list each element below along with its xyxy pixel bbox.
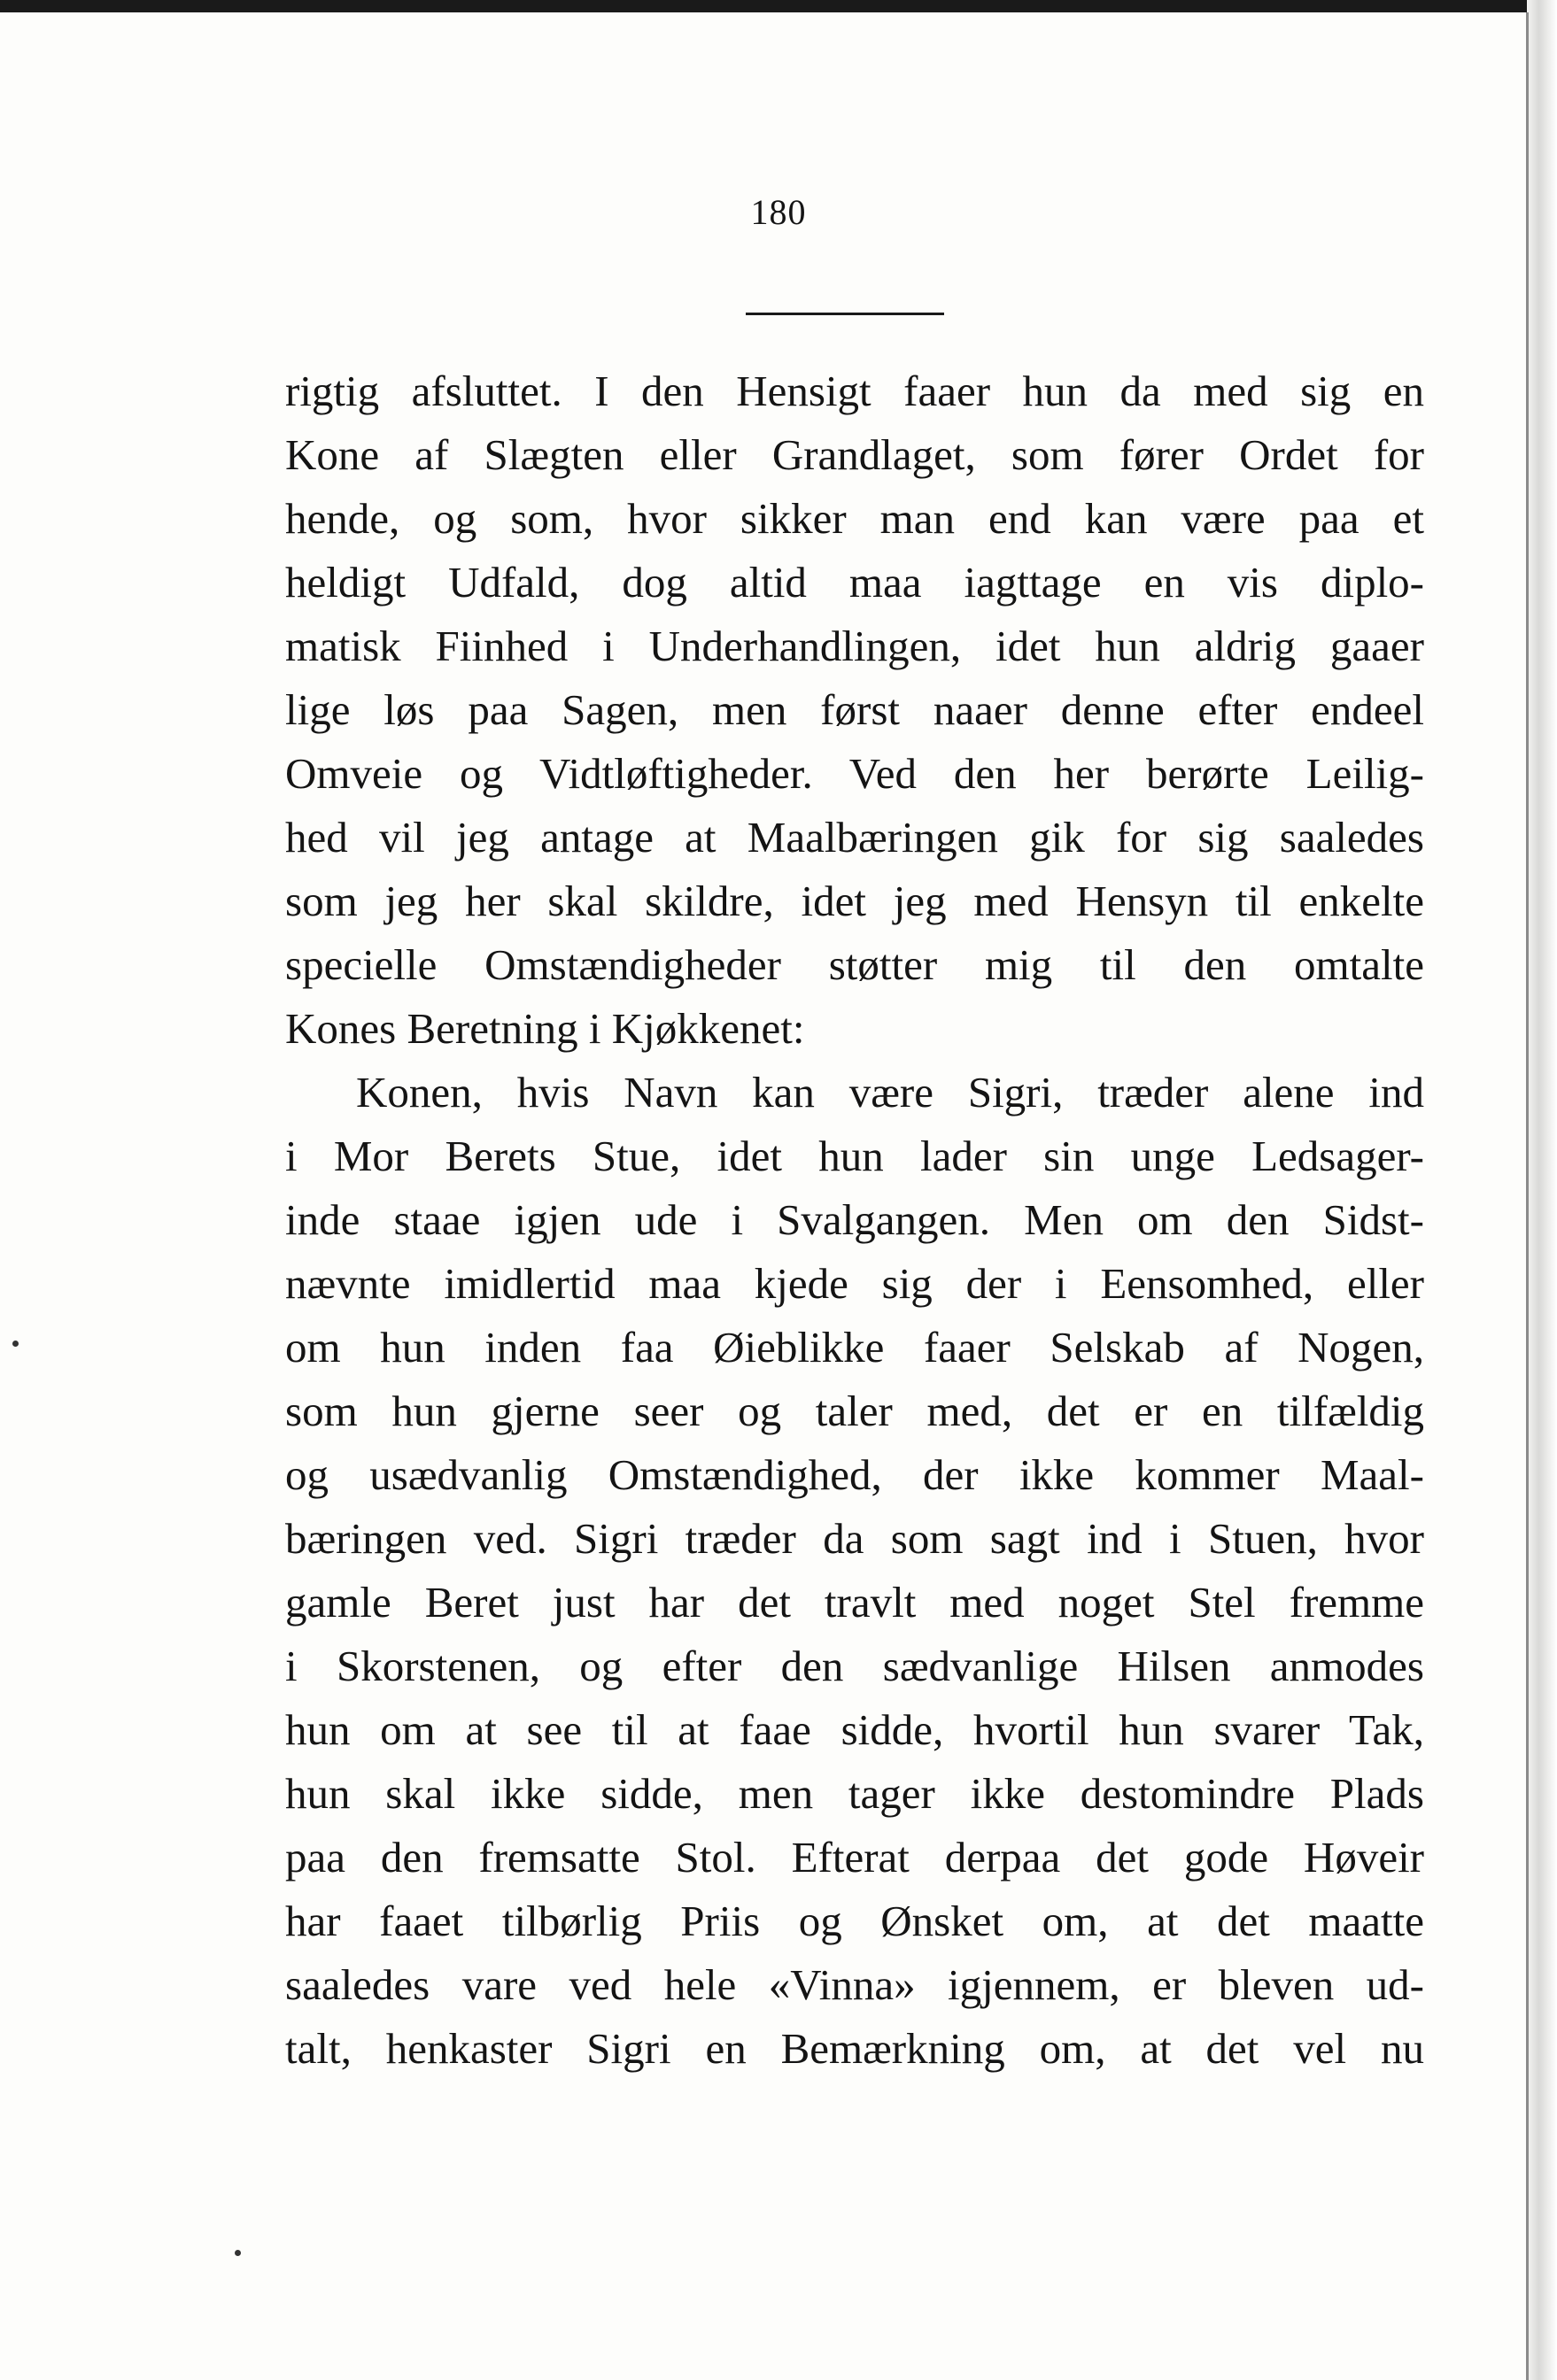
text-line: hende, og som, hvor sikker man end kan være paa et bbox=[285, 494, 1424, 543]
text-line: rigtig afsluttet. I den Hensigt faaer hun da med sig en bbox=[285, 367, 1424, 415]
text-line: og usædvanlig Omstændighed, der ikke kommer Maal- bbox=[285, 1450, 1424, 1499]
scan-top-edge bbox=[0, 0, 1557, 12]
scan-right-edge-line bbox=[1526, 12, 1529, 2380]
paragraph bbox=[285, 359, 1424, 1061]
text-line: gamle Beret just har det travlt med noget Stel fremme bbox=[285, 1578, 1424, 1627]
scan-right-edge bbox=[1527, 0, 1557, 2380]
body-text bbox=[285, 359, 1424, 2081]
text-line: om hun inden faa Øieblikke faaer Selskab af Nogen, bbox=[285, 1323, 1424, 1372]
text-line: paa den fremsatte Stol. Efterat derpaa det gode Høveir bbox=[285, 1833, 1424, 1882]
text-line: specielle Omstændigheder støtter mig til den omtalte bbox=[285, 940, 1424, 989]
text-line: hed vil jeg antage at Maalbæringen gik for sig saaledes bbox=[285, 813, 1424, 862]
text-line: nævnte imidlertid maa kjede sig der i Eensomhed, eller bbox=[285, 1259, 1424, 1308]
text-line: inde staae igjen ude i Svalgangen. Men om den Sidst- bbox=[285, 1195, 1424, 1244]
text-line: hun om at see til at faae sidde, hvortil hun svarer Tak, bbox=[285, 1705, 1424, 1754]
header-rule bbox=[746, 313, 944, 315]
text-line: som hun gjerne seer og taler med, det er en tilfældig bbox=[285, 1387, 1424, 1435]
text-line: har faaet tilbørlig Priis og Ønsket om, at det maatte bbox=[285, 1897, 1424, 1945]
text-line: talt, henkaster Sigri en Bemærkning om, at det vel nu bbox=[285, 2024, 1424, 2073]
text-line: bæringen ved. Sigri træder da som sagt ind i Stuen, hvor bbox=[285, 1514, 1424, 1563]
text-line: saaledes vare ved hele «Vinna» igjennem, er bleven ud- bbox=[285, 1960, 1424, 2009]
text-line: Omveie og Vidtløftigheder. Ved den her berørte Leilig- bbox=[285, 749, 1424, 798]
text-line: Konen, hvis Navn kan være Sigri, træder alene ind bbox=[356, 1068, 1424, 1117]
text-line: som jeg her skal skildre, idet jeg med Hensyn til enkelte bbox=[285, 877, 1424, 925]
text-line: matisk Fiinhed i Underhandlingen, idet hun aldrig gaaer bbox=[285, 622, 1424, 670]
text-line: i Mor Berets Stue, idet hun lader sin unge Ledsager- bbox=[285, 1132, 1424, 1180]
text-line: hun skal ikke sidde, men tager ikke destomindre Plads bbox=[285, 1769, 1424, 1818]
scan-speck bbox=[235, 2250, 241, 2256]
text-line: lige løs paa Sagen, men først naaer denne efter endeel bbox=[285, 685, 1424, 734]
text-line: i Skorstenen, og efter den sædvanlige Hilsen anmodes bbox=[285, 1642, 1424, 1690]
text-line: Kone af Slægten eller Grandlaget, som fører Ordet for bbox=[285, 430, 1424, 479]
text-line: heldigt Udfald, dog altid maa iagttage en vis diplo- bbox=[285, 558, 1424, 607]
paragraph bbox=[285, 1061, 1424, 2081]
text-line: Kones Beretning i Kjøkkenet: bbox=[285, 1004, 805, 1053]
page-number: 180 bbox=[750, 192, 807, 232]
scan-speck bbox=[12, 1341, 19, 1347]
